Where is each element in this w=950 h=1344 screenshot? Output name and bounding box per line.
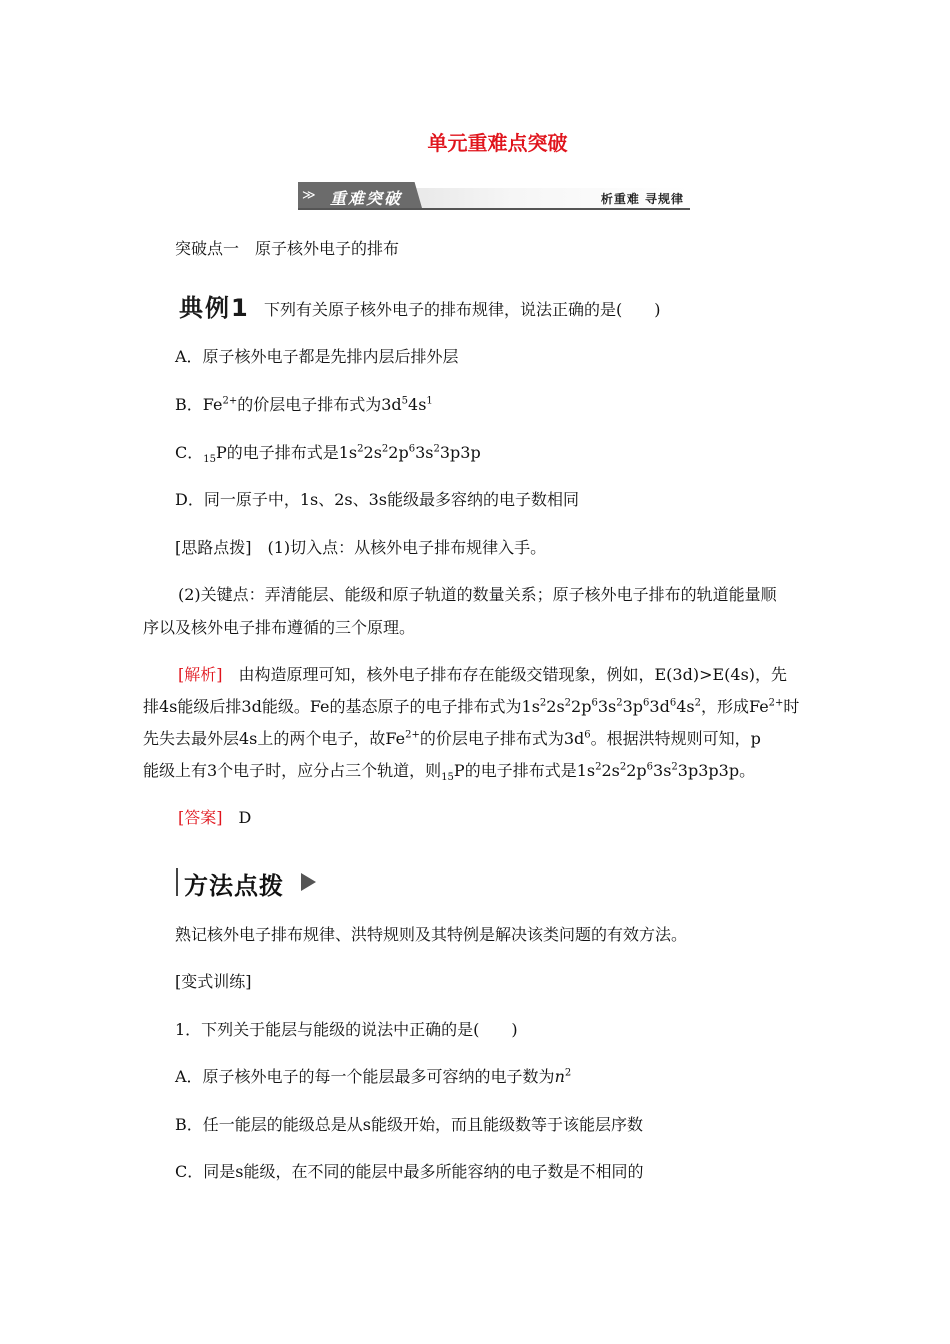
example-label: 典例1 [179,294,250,322]
banner-left-label: 重难突破 [330,189,403,208]
practice-label: [变式训练] [175,972,252,991]
hint-2-line-1: (2)关键点：弄清能层、能级和原子轨道的数量关系；原子核外电子排布的轨道能量顺 [178,585,777,604]
answer-label: [答案] [178,808,223,827]
option-c: C．$_{15}$P的电子排布式是$1s^22s^22p^63s^23p3p$ [175,443,481,466]
double-chevron-icon: ≫ [302,188,316,203]
analysis-label: [解析] [178,665,223,684]
practice-option-a: A．原子核外电子的每一个能层最多可容纳的电子数为$n^2$ [175,1067,572,1086]
page-title: 单元重难点突破 [427,131,568,155]
analysis-line-1: [解析] 由构造原理可知，核外电子排布存在能级交错现象，例如，E(3d)>E(4s)，先 [178,665,788,684]
option-a: A．原子核外电子都是先排内层后排外层 [175,347,459,366]
triangle-right-icon [301,873,316,891]
section-heading: 突破点一 原子核外电子的排布 [175,239,400,258]
method-text: 熟记核外电子排布规律、洪特规则及其特例是解决该类问题的有效方法。 [175,925,688,944]
analysis-line-3: 先失去最外层4s上的两个电子，故$Fe^{2+}$的价层电子排布式为$3d^6$。根据洪特规则可知，p [143,729,761,748]
method-label: 方法点拨 [184,872,284,900]
analysis-line-2: 排4s能级后排3d能级。Fe的基态原子的电子排布式为$1s^22s^22p^63s^23p^63d^64s^2$，形成$Fe^{2+}$时 [143,697,800,716]
answer-line: [答案] D [178,808,252,827]
practice-question-1: 1．下列关于能层与能级的说法中正确的是( ) [175,1020,518,1039]
example-question: 下列有关原子核外电子的排布规律，说法正确的是( ) [264,300,661,319]
practice-option-b: B．任一能层的能级总是从s能级开始，而且能级数等于该能层序数 [175,1115,643,1134]
hint-1: [思路点拨] (1)切入点：从核外电子排布规律入手。 [175,538,547,557]
practice-option-c: C．同是s能级，在不同的能层中最多所能容纳的电子数是不相同的 [175,1162,644,1181]
analysis-line-4: 能级上有3个电子时，应分占三个轨道，则$_{15}$P的电子排布式是$1s^22s^22p^63s^23p3p3p$。 [143,761,756,784]
section-banner [298,180,690,210]
hint-2-line-2: 序以及核外电子排布遵循的三个原理。 [143,618,416,637]
option-b: B．$Fe^{2+}$的价层电子排布式为$3d^54s^1$ [175,395,433,414]
option-d: D．同一原子中，1s、2s、3s能级最多容纳的电子数相同 [175,490,580,509]
method-bar [176,868,178,896]
banner-right-label: 析重难 寻规律 [600,192,684,206]
